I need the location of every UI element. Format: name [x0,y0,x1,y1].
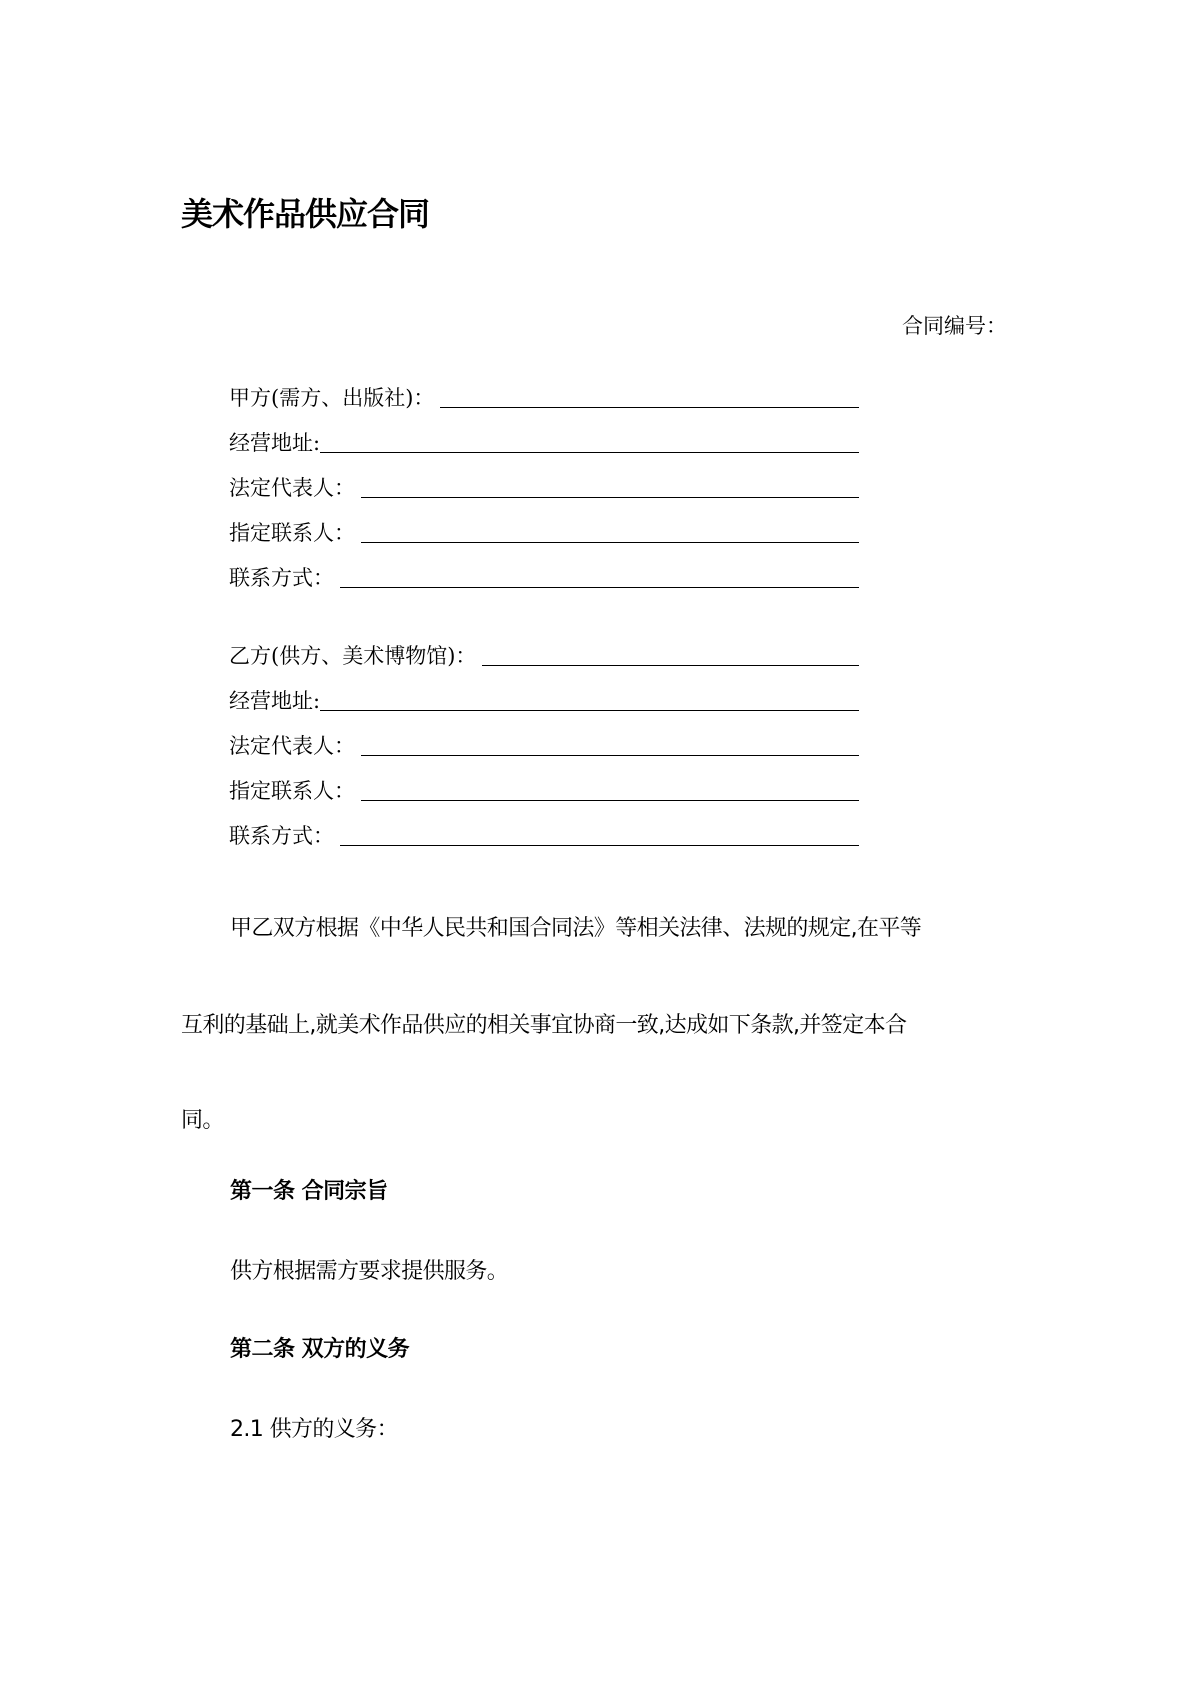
party-a-name-label: 甲方(需方、出版社)： [229,386,435,410]
document-title: 美术作品供应合同 [181,195,430,233]
preamble-line-2: 互利的基础上,就美术作品供应的相关事宜协商一致,达成如下条款,并签定本合 [181,1013,907,1038]
party-b-address-field[interactable] [320,688,859,711]
party-a-address-field[interactable] [320,430,859,453]
section-1-body: 供方根据需方要求提供服务。 [230,1259,509,1284]
party-b-name-row [229,640,859,670]
party-a-contact-method-label: 联系方式： [229,566,334,590]
party-b-contact-method-row [229,820,859,850]
party-a-contact-method-field[interactable] [340,565,859,588]
party-a-contact-person-field[interactable] [361,520,859,543]
party-b-contact-person-row [229,775,859,805]
party-b-legal-rep-label: 法定代表人： [229,734,355,758]
party-b-legal-rep-row [229,730,859,760]
preamble-line-3: 同。 [181,1108,224,1133]
party-b-name-label: 乙方(供方、美术博物馆)： [229,644,477,668]
party-b-contact-method-label: 联系方式： [229,824,334,848]
section-2-1-subheading: 2.1 供方的义务： [230,1417,398,1442]
party-b-contact-person-label: 指定联系人： [229,779,355,803]
party-b-contact-person-field[interactable] [361,778,859,801]
party-a-contact-person-label: 指定联系人： [229,521,355,545]
party-a-contact-person-row [229,517,859,547]
party-a-legal-rep-label: 法定代表人： [229,476,355,500]
party-b-address-label: 经营地址: [229,689,321,713]
party-a-legal-rep-row [229,472,859,502]
party-a-name-field[interactable] [440,385,859,408]
party-a-address-row [229,427,859,457]
party-b-address-row [229,685,859,715]
party-b-legal-rep-field[interactable] [361,733,859,756]
party-b-name-field[interactable] [482,643,859,666]
party-b-contact-method-field[interactable] [340,823,859,846]
party-a-contact-method-row [229,562,859,592]
preamble-line-1: 甲乙双方根据《中华人民共和国合同法》等相关法律、法规的规定,在平等 [230,916,922,941]
contract-number-label: 合同编号： [902,314,1007,338]
section-1-heading: 第一条 合同宗旨 [230,1179,388,1204]
section-2-heading: 第二条 双方的义务 [230,1337,410,1362]
party-a-legal-rep-field[interactable] [361,475,859,498]
party-a-name-row [229,382,859,412]
party-a-address-label: 经营地址: [229,431,321,455]
